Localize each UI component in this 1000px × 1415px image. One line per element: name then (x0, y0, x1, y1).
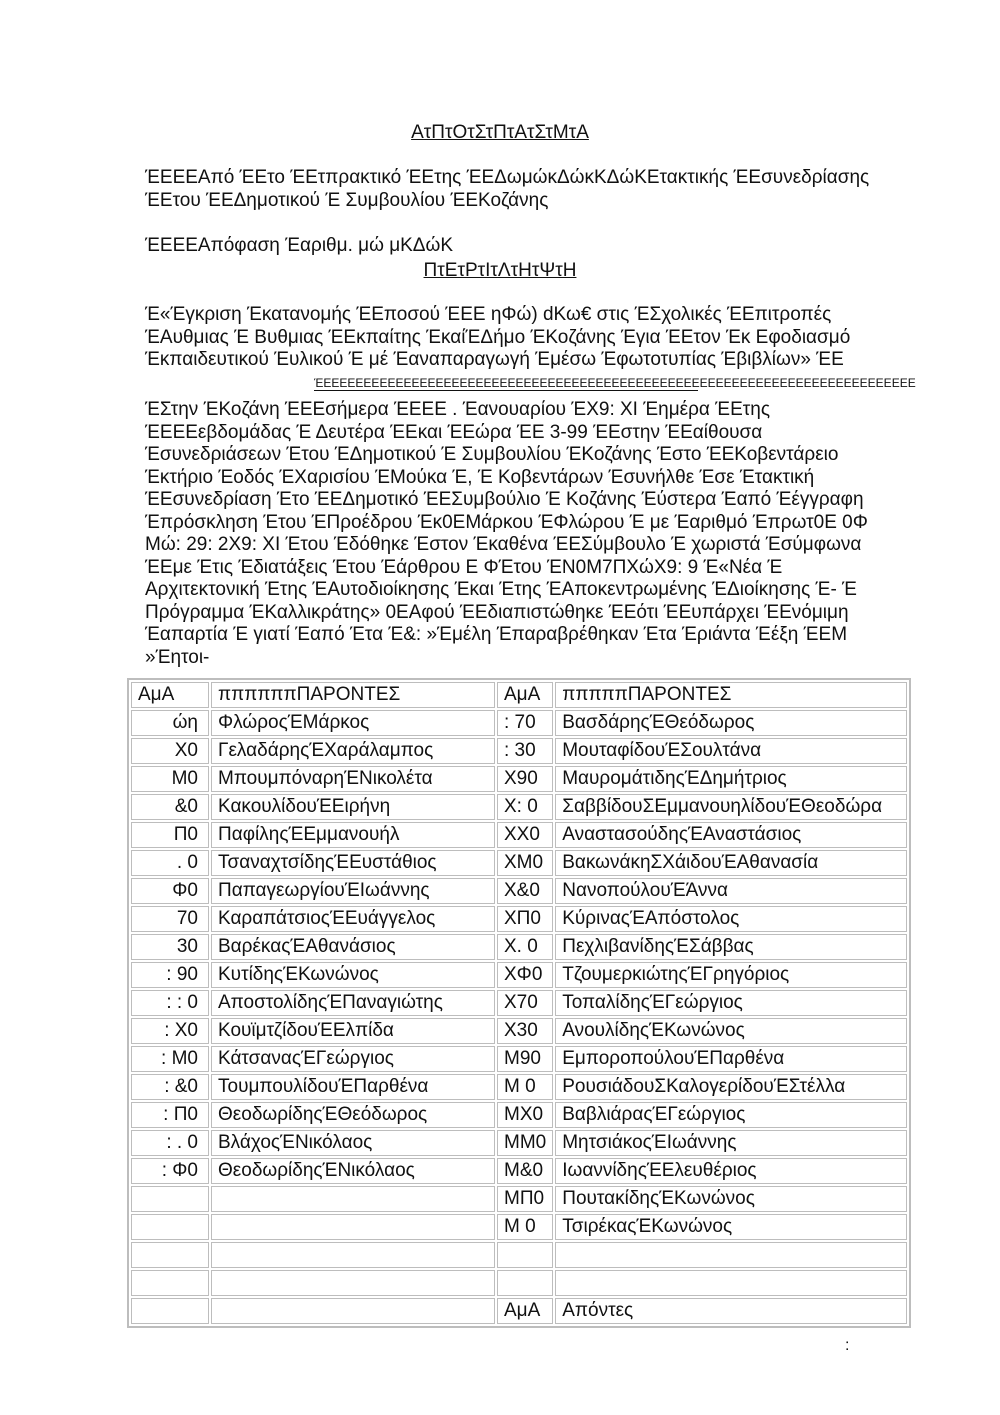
member-number-cell: Μ90 (497, 1046, 553, 1072)
table-header-row (131, 682, 907, 708)
member-name-cell: ΑνουλίδηςΈΚωνώνος (555, 1018, 907, 1044)
body-paragraph: ΈΣτην ΈΚοζάνη ΈΕΕσήμερα ΈΕΕΕ . Έανουαρίου ΈΧ9: ΧΙ Έημέρα ΈΕτης ΈΕΕΕεβδομάδας Έ Δευτέρα ΈΕκαι ΈΕώρα ΈΕ 3-99 ΈΕστην ΈΕαίθουσα Έσυνεδριάσεων Έτου ΈΔημοτικού Έ Συμβουλίου ΈΚοζάνης Έστο ΈΕΚοβεντάρειο Έκτήριο Έοδός ΈΧαρισίου ΈΜούκα Έ, Έ Κοβεντάρων Έσυνήλθε Έσε Έτακτική ΈΕσυνεδρίαση Έτο ΈΕΔημοτικό ΈΕΣυμβούλιο Έ Κοζάνης Έύστερα Έαπό Έέγγραφη Έπρόσκληση Έτου ΈΠροέδρου Έκ0ΕΜάρκου ΈΦλώρου Έ με Έαριθμό Έπρωτ0Ε 0Φ Μώ: 29: 2Χ9: ΧΙ Έτου Έδόθηκε Έστον Έκαθένα ΈΕΣύμβουλο Έ χωριστά Έσύμφωνα ΈΕμε Έτις Έδιατάξεις Έτου Έάρθρου Ε ΦΈτου ΈΝ0Μ7ΠΧώΧ9: 9 Έ«Νέα Έ Αρχιτεκτονική Έτης ΈΑυτοδιοίκησης Έκαι Έτης ΈΑποκεντρωμένης ΈΔιοίκησης Έ- Έ Πρόγραμμα ΈΚαλλικράτης» 0ΕΑφού ΈΕδιαπιστώθηκε ΈΕότι ΈΕυπάρχει ΈΕνόμιμη Έαπαρτία Έ γιατί Έαπό Έτα Έ&: »Έμέλη Έπαραβρέθηκαν Έτα Έριάντα Έέξη ΈΕΜ »Έητοι- (145, 399, 868, 668)
header-cell: ΑμΑ (497, 682, 553, 708)
member-number-cell: Χ70 (497, 990, 553, 1016)
table-row (131, 906, 907, 932)
member-number-cell: Χ: 0 (497, 794, 553, 820)
subject-paragraph: Έ«Έγκριση Έκατανομής ΈΕποσού ΈΕΕ ηΦώ) dΚω€ στις ΈΣχολικές ΈΕπιτροπές ΈΑυθμιας Έ Βυθμιας ΈΕκπαίτης ΈκαίΈΔήμο ΈΚοζάνης Έγια ΈΕτον Έκ Εφοδιασμό Έκπαιδευτικού Έυλικού Έ μέ Έαναπαραγωγή Έμέσω Έφωτοτυπίας Έβιβλίων» ΈΕ (145, 304, 851, 370)
member-name-cell: ΒλάχοςΈΝικόλαος (211, 1130, 495, 1156)
member-name-cell: ΠουτακίδηςΈΚωνώνος (555, 1186, 907, 1212)
member-name-cell: ΜουταφίδουΈΣουλτάνα (555, 738, 907, 764)
header-cell: ΑμΑ (131, 682, 209, 708)
document-title: ΑτΠτΟτΣτΠτΑτΣτΜτΑ (411, 122, 589, 143)
member-number-cell: : 70 (497, 710, 553, 736)
member-name-cell: ΜητσιάκοςΈΙωάννης (555, 1130, 907, 1156)
table-row (131, 1046, 907, 1072)
member-number-cell (131, 1186, 209, 1212)
member-number-cell: ΧΧ0 (497, 822, 553, 848)
member-name-cell (211, 1298, 495, 1324)
member-name-cell: ΚάτσαναςΈΓεώργιος (211, 1046, 495, 1072)
member-number-cell (497, 1242, 553, 1268)
summary-heading: ΠτΕτΡτΙτΛτΗτΨτΗ (423, 260, 577, 281)
member-name-cell: ΒακωνάκηΣΧάιδουΈΑθανασία (555, 850, 907, 876)
member-name-cell (211, 1186, 495, 1212)
table-row (131, 990, 907, 1016)
member-number-cell: ώη (131, 710, 209, 736)
header-cell: πππππΠΑΡΟΝΤΕΣ (555, 682, 907, 708)
member-number-cell: : 90 (131, 962, 209, 988)
member-number-cell: Μ0 (131, 766, 209, 792)
table-row (131, 934, 907, 960)
table-row (131, 962, 907, 988)
member-number-cell (131, 1298, 209, 1324)
member-number-cell: Χ. 0 (497, 934, 553, 960)
member-name-cell: ΠαπαγεωργίουΈΙωάννης (211, 878, 495, 904)
member-number-cell: Χ&0 (497, 878, 553, 904)
table-row (131, 1018, 907, 1044)
member-name-cell: ΜπουμπόναρηΈΝικολέτα (211, 766, 495, 792)
member-number-cell: ΧΜ0 (497, 850, 553, 876)
member-name-cell: ΤσαναχτσίδηςΈΕυστάθιος (211, 850, 495, 876)
member-name-cell: ΘεοδωρίδηςΈΝικόλαος (211, 1158, 495, 1184)
member-number-cell: ΧΠ0 (497, 906, 553, 932)
member-number-cell: : Φ0 (131, 1158, 209, 1184)
table-row (131, 1242, 907, 1268)
member-number-cell: : : 0 (131, 990, 209, 1016)
member-number-cell: : Μ0 (131, 1046, 209, 1072)
member-name-cell (211, 1270, 495, 1296)
member-number-cell: 30 (131, 934, 209, 960)
member-number-cell: Χ0 (131, 738, 209, 764)
intro-paragraph: ΈΕΕΕΑπό ΈΕτο ΈΕτπρακτικό ΈΕτης ΈΕΔωμώκΔώκΚΔώΚΕτακτικής ΈΕσυνεδρίασης ΈΕτου ΈΕΔημοτικού Έ Συμβουλίου ΈΕΚοζάνης (145, 167, 870, 211)
member-name-cell: ΒαρέκαςΈΑθανάσιος (211, 934, 495, 960)
member-name-cell: ΑναστασούδηςΈΑναστάσιος (555, 822, 907, 848)
member-number-cell: 70 (131, 906, 209, 932)
member-name-cell: ΚαραπάτσιοςΈΕυάγγελος (211, 906, 495, 932)
member-name-cell: ΕμποροπούλουΈΠαρθένα (555, 1046, 907, 1072)
member-name-cell: ΓελαδάρηςΈΧαράλαμπος (211, 738, 495, 764)
member-number-cell: Μ&0 (497, 1158, 553, 1184)
table-row (131, 1298, 907, 1324)
member-number-cell: ΑμΑ (497, 1298, 553, 1324)
member-name-cell: ΒαβλιάραςΈΓεώργιος (555, 1102, 907, 1128)
member-name-cell: ΚουϊμτζίδουΈΕλπίδα (211, 1018, 495, 1044)
member-name-cell: ΒασδάρηςΈΘεόδωρος (555, 710, 907, 736)
table-row (131, 1130, 907, 1156)
member-number-cell (131, 1270, 209, 1296)
member-name-cell: ΠαφίληςΈΕμμανουήλ (211, 822, 495, 848)
member-name-cell: ΑποστολίδηςΈΠαναγιώτης (211, 990, 495, 1016)
member-name-cell (211, 1214, 495, 1240)
member-number-cell: : 30 (497, 738, 553, 764)
table-row (131, 1102, 907, 1128)
member-name-cell: ΙωαννίδηςΈΕλευθέριος (555, 1158, 907, 1184)
attendance-table (127, 678, 911, 1328)
member-number-cell: Μ 0 (497, 1214, 553, 1240)
member-name-cell: ΤζουμερκιώτηςΈΓρηγόριος (555, 962, 907, 988)
member-name-cell (555, 1242, 907, 1268)
member-number-cell: Μ 0 (497, 1074, 553, 1100)
member-number-cell: ΜΜ0 (497, 1130, 553, 1156)
member-number-cell: ΧΦ0 (497, 962, 553, 988)
member-number-cell: Φ0 (131, 878, 209, 904)
member-name-cell: ΤουμπουλίδουΈΠαρθένα (211, 1074, 495, 1100)
member-number-cell (131, 1214, 209, 1240)
table-row (131, 738, 907, 764)
table-row (131, 1158, 907, 1184)
table-row (131, 794, 907, 820)
table-row (131, 850, 907, 876)
table-row (131, 1186, 907, 1212)
member-name-cell: ΚύριναςΈΑπόστολος (555, 906, 907, 932)
member-name-cell: ΤσιρέκαςΈΚωνώνος (555, 1214, 907, 1240)
member-number-cell: . 0 (131, 850, 209, 876)
table-row (131, 822, 907, 848)
member-number-cell: ΜΠ0 (497, 1186, 553, 1212)
table-row (131, 878, 907, 904)
member-number-cell: : . 0 (131, 1130, 209, 1156)
member-number-cell: Π0 (131, 822, 209, 848)
member-name-cell: Απόντες (555, 1298, 907, 1324)
member-number-cell: : &0 (131, 1074, 209, 1100)
member-name-cell: ΣαββίδουΣΕμμανουηλίδουΈΘεοδώρα (555, 794, 907, 820)
member-name-cell: ΤοπαλίδηςΈΓεώργιος (555, 990, 907, 1016)
page-number: : (845, 1337, 850, 1354)
table-row (131, 1214, 907, 1240)
member-name-cell: ΜαυρομάτιδηςΈΔημήτριος (555, 766, 907, 792)
member-name-cell: ΦλώροςΈΜάρκος (211, 710, 495, 736)
member-number-cell: Χ90 (497, 766, 553, 792)
member-number-cell (131, 1242, 209, 1268)
member-name-cell (211, 1242, 495, 1268)
member-name-cell: ΡουσιάδουΣΚαλογερίδουΈΣτέλλα (555, 1074, 907, 1100)
table-row (131, 1270, 907, 1296)
member-number-cell (497, 1270, 553, 1296)
member-name-cell: ΠεχλιβανίδηςΈΣάββας (555, 934, 907, 960)
table-row (131, 766, 907, 792)
table-row (131, 1074, 907, 1100)
member-name-cell: ΝανοπούλουΈΆννα (555, 878, 907, 904)
member-name-cell: ΚακουλίδουΈΕιρήνη (211, 794, 495, 820)
member-number-cell: ΜΧ0 (497, 1102, 553, 1128)
member-number-cell: Χ30 (497, 1018, 553, 1044)
separator-line: ΈΕΕΕΕΕΕΕΕΕΕΕΕΕΕΕΕΕΕΕΕΕΕΕΕΕΕΕΕΕΕΕΕΕΕΕΕΕΕΕΕΕΕΕΕΕΕΕΕΕΕΕΕΕΕΕΕΕΕΕΕΕΕΕΕΕΕΕΕΕΕΕΕΕΕ (314, 376, 916, 390)
member-number-cell: &0 (131, 794, 209, 820)
table-row (131, 710, 907, 736)
member-name-cell (555, 1270, 907, 1296)
member-number-cell: : Π0 (131, 1102, 209, 1128)
member-number-cell: : Χ0 (131, 1018, 209, 1044)
member-name-cell: ΘεοδωρίδηςΈΘεόδωρος (211, 1102, 495, 1128)
header-cell: ππππππΠΑΡΟΝΤΕΣ (211, 682, 495, 708)
member-name-cell: ΚυτίδηςΈΚωνώνος (211, 962, 495, 988)
decision-number: ΈΕΕΕΑπόφαση Έαριθμ. μώ μΚΔώΚ (145, 235, 454, 256)
